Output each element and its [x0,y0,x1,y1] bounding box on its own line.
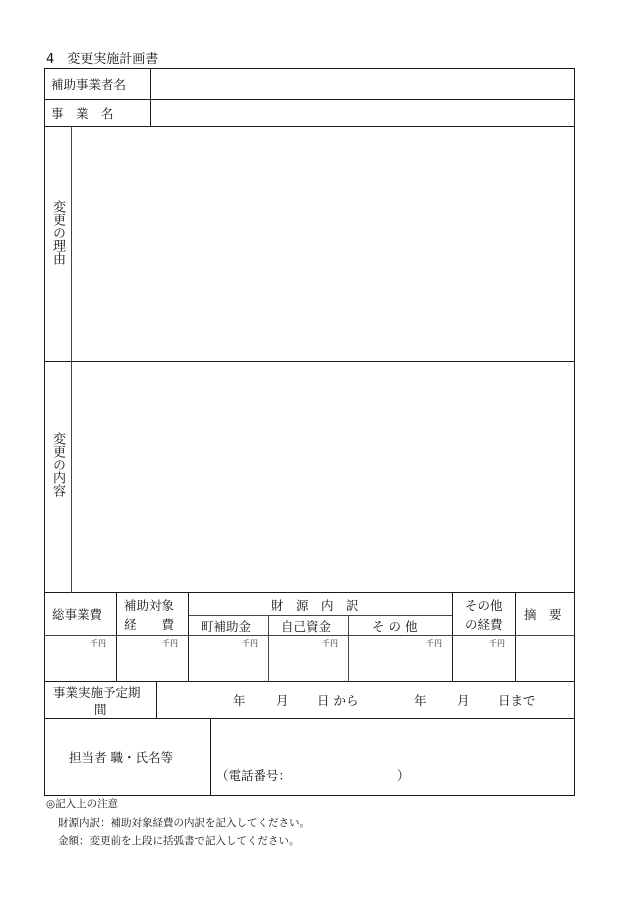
total-cost-header: 総事業費 [52,607,103,622]
unit-other-cost: 千円 [489,639,505,648]
notes-heading: ◎記入上の注意 [46,798,119,810]
schedule-year-start: 年 [233,693,246,708]
other-cost-header-line2: の経費 [465,617,503,632]
contact-label: 担当者 職・氏名等 [69,750,173,765]
notes-line1: 財源内訳：補助対象経費の内訳を記入してください。 [58,817,310,829]
unit-other: 千円 [426,639,442,648]
schedule-label-line1: 事業実施予定期 [53,685,141,700]
schedule-year-end: 年 [414,693,427,708]
funding-breakdown-header: 財 源 内 訳 [271,598,359,613]
town-subsidy-header: 町補助金 [201,619,252,634]
schedule-month-start: 月 [276,693,289,708]
unit-eligible-cost: 千円 [162,639,178,648]
eligible-cost-field[interactable] [118,637,187,680]
total-cost-field[interactable] [46,637,115,680]
change-reason-field[interactable] [73,128,573,360]
contact-field[interactable] [212,720,573,794]
phone-close: ） [397,768,410,783]
change-reason-label: 変更の理由 [50,200,65,265]
town-subsidy-field[interactable] [190,637,267,680]
unit-town-subsidy: 千円 [242,639,258,648]
schedule-month-end: 月 [457,693,470,708]
unit-total-cost: 千円 [90,639,106,648]
own-funds-field[interactable] [270,637,347,680]
notes-line2: 金額：変更前を上段に括弧書で記入してください。 [58,835,300,847]
eligible-cost-header-line1: 補助対象 [124,598,175,613]
applicant-field[interactable] [152,70,573,98]
eligible-cost-header-line2: 経 費 [124,617,175,632]
schedule-day-until: 日まで [498,693,536,708]
phone-open: （電話番号： [216,768,292,783]
schedule-day-from: 日 から [317,693,359,708]
remarks-header: 摘 要 [524,607,562,622]
schedule-field[interactable] [158,683,573,717]
other-header: そ の 他 [372,619,418,634]
project-name-field[interactable] [152,101,573,125]
own-funds-header: 自己資金 [281,619,332,634]
remarks-field[interactable] [517,637,573,680]
schedule-label-line2: 間 [94,702,107,717]
other-funds-field[interactable] [350,637,451,680]
unit-own-funds: 千円 [322,639,338,648]
change-content-label: 変更の内容 [50,432,65,497]
change-content-field[interactable] [73,363,573,591]
applicant-label: 補助事業者名 [51,77,127,92]
other-cost-field[interactable] [454,637,514,680]
project-name-label: 事 業 名 [51,106,114,121]
section-title: 4 変更実施計画書 [46,52,159,67]
other-cost-header-line1: その他 [465,598,503,613]
